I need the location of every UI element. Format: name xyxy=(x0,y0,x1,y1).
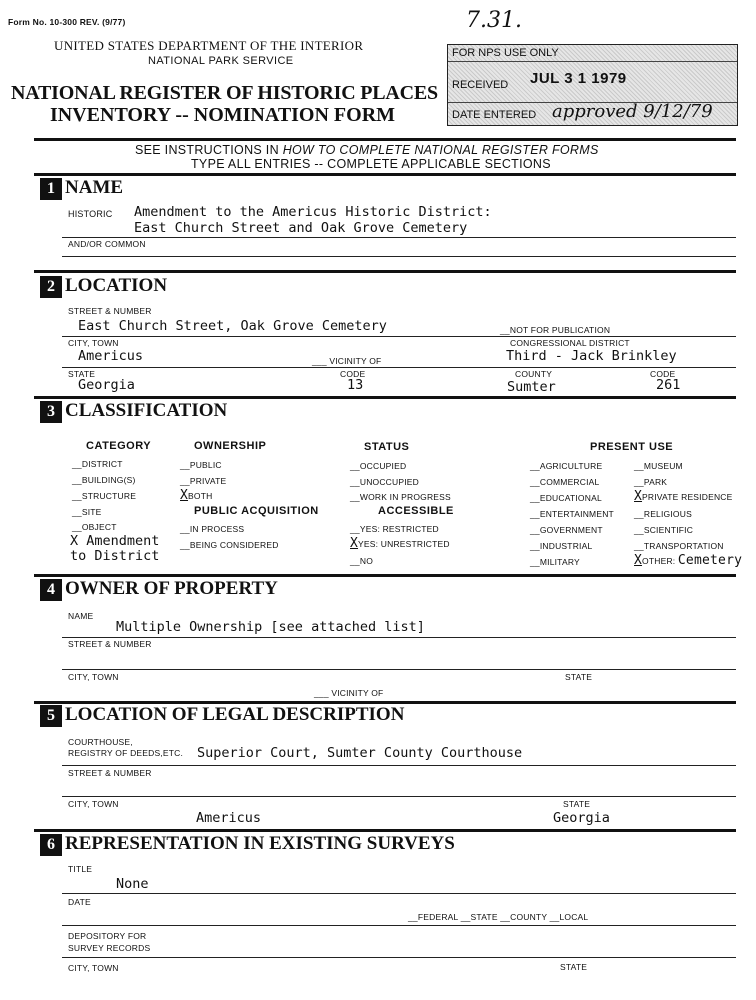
use-private-residence[interactable]: XPRIVATE RESIDENCE xyxy=(634,489,733,504)
received-stamp: JUL 3 1 1979 xyxy=(530,70,627,87)
code-value: 13 xyxy=(347,377,364,393)
legal-city-value: Americus xyxy=(196,810,262,826)
legal-state-label: STATE xyxy=(563,799,591,809)
received-label: RECEIVED xyxy=(452,79,509,91)
courthouse-value: Superior Court, Sumter County Courthouse xyxy=(197,745,523,761)
ownership-public[interactable]: __PUBLIC xyxy=(180,460,222,470)
category-amendment-line2: to District xyxy=(70,548,160,564)
historic-value-line1: Amendment to the Americus Historic District: xyxy=(134,204,492,220)
state-value: Georgia xyxy=(78,377,135,393)
owner-vicinity-of[interactable]: ___ VICINITY OF xyxy=(314,688,384,698)
accessible-yes-unrestricted[interactable]: XYES: UNRESTRICTED xyxy=(350,536,450,551)
use-industrial[interactable]: __INDUSTRIAL xyxy=(530,541,593,551)
section-2-title: LOCATION xyxy=(65,275,168,296)
county-value: Sumter xyxy=(507,379,556,395)
common-label: AND/OR COMMON xyxy=(68,239,146,249)
public-acquisition-header: PUBLIC ACQUISITION xyxy=(194,505,319,517)
use-scientific[interactable]: __SCIENTIFIC xyxy=(634,525,694,535)
section-4-number: 4 xyxy=(40,579,62,601)
nps-use-label: FOR NPS USE ONLY xyxy=(452,47,559,59)
acquisition-being-considered[interactable]: __BEING CONSIDERED xyxy=(180,540,279,550)
owner-name-label: NAME xyxy=(68,611,94,621)
ownership-header: OWNERSHIP xyxy=(194,440,267,452)
section-6-title: REPRESENTATION IN EXISTING SURVEYS xyxy=(65,833,455,854)
section-1-title: NAME xyxy=(65,177,124,198)
status-work-in-progress[interactable]: __WORK IN PROGRESS xyxy=(350,492,451,502)
category-district[interactable]: __DISTRICT xyxy=(72,459,123,469)
section-3-title: CLASSIFICATION xyxy=(65,400,228,421)
congress-value: Third - Jack Brinkley xyxy=(506,348,677,364)
date-entered-value: approved 9/12/79 xyxy=(552,101,713,122)
present-use-header: PRESENT USE xyxy=(590,441,674,453)
section-1-number: 1 xyxy=(40,178,62,200)
section-3-number: 3 xyxy=(40,401,62,423)
street-value: East Church Street, Oak Grove Cemetery xyxy=(78,318,387,334)
service-name: NATIONAL PARK SERVICE xyxy=(148,55,294,67)
form-number: Form No. 10-300 REV. (9/77) xyxy=(8,17,126,27)
use-government[interactable]: __GOVERNMENT xyxy=(530,525,603,535)
date-entered-label: DATE ENTERED xyxy=(452,109,537,121)
status-occupied[interactable]: __OCCUPIED xyxy=(350,461,407,471)
status-unoccupied[interactable]: __UNOCCUPIED xyxy=(350,477,419,487)
department-name: UNITED STATES DEPARTMENT OF THE INTERIOR xyxy=(54,38,364,53)
use-religious[interactable]: __RELIGIOUS xyxy=(634,509,692,519)
ownership-private[interactable]: __PRIVATE xyxy=(180,476,227,486)
street-label: STREET & NUMBER xyxy=(68,306,152,316)
city-value: Americus xyxy=(78,348,144,364)
accessible-no[interactable]: __NO xyxy=(350,556,374,566)
form-title-line1: NATIONAL REGISTER OF HISTORIC PLACES xyxy=(11,82,438,104)
survey-date-label: DATE xyxy=(68,897,91,907)
accessible-yes-restricted[interactable]: __YES: RESTRICTED xyxy=(350,524,439,534)
section-2-number: 2 xyxy=(40,276,62,298)
code2-value: 261 xyxy=(656,377,681,393)
handwritten-number: 7.31. xyxy=(466,8,522,33)
state-label: STATE xyxy=(68,369,96,379)
historic-value-line2: East Church Street and Oak Grove Cemetery xyxy=(134,220,468,236)
nps-use-box xyxy=(447,44,738,126)
section-6-number: 6 xyxy=(40,834,62,856)
use-other[interactable]: XOTHER: Cemetery xyxy=(634,553,743,568)
county-label: COUNTY xyxy=(515,369,553,379)
ownership-both[interactable]: XBOTH xyxy=(180,488,213,503)
code-label: CODE xyxy=(340,369,366,379)
acquisition-in-process[interactable]: __IN PROCESS xyxy=(180,524,245,534)
city-label: CITY, TOWN xyxy=(68,338,119,348)
owner-city-label: CITY, TOWN xyxy=(68,672,119,682)
accessible-header: ACCESSIBLE xyxy=(378,505,454,517)
depository-label-line2: SURVEY RECORDS xyxy=(68,943,151,953)
courthouse-label-line2: REGISTRY OF DEEDS,ETC. xyxy=(68,748,184,758)
survey-city-label: CITY, TOWN xyxy=(68,963,119,973)
congress-label: CONGRESSIONAL DISTRICT xyxy=(510,338,630,348)
survey-level-options[interactable]: __FEDERAL __STATE __COUNTY __LOCAL xyxy=(408,912,589,922)
category-amendment-mark: X Amendment xyxy=(70,533,160,549)
depository-label-line1: DEPOSITORY FOR xyxy=(68,931,147,941)
historic-label: HISTORIC xyxy=(68,209,113,219)
category-site[interactable]: __SITE xyxy=(72,507,102,517)
use-entertainment[interactable]: __ENTERTAINMENT xyxy=(530,509,614,519)
owner-street-label: STREET & NUMBER xyxy=(68,639,152,649)
category-buildings[interactable]: __BUILDING(S) xyxy=(72,475,136,485)
survey-title-value: None xyxy=(116,876,149,892)
status-header: STATUS xyxy=(364,441,410,453)
form-title-line2: INVENTORY -- NOMINATION FORM xyxy=(50,104,396,126)
owner-state-label: STATE xyxy=(565,672,593,682)
survey-state-label: STATE xyxy=(560,962,588,972)
section-4-title: OWNER OF PROPERTY xyxy=(65,578,278,599)
use-military[interactable]: __MILITARY xyxy=(530,557,580,567)
category-object[interactable]: __OBJECT xyxy=(72,522,117,532)
section-5-title: LOCATION OF LEGAL DESCRIPTION xyxy=(65,704,405,725)
survey-title-label: TITLE xyxy=(68,864,93,874)
vicinity-of[interactable]: ___ VICINITY OF xyxy=(312,356,382,366)
legal-city-label: CITY, TOWN xyxy=(68,799,119,809)
not-for-publication[interactable]: __NOT FOR PUBLICATION xyxy=(500,325,611,335)
use-commercial[interactable]: __COMMERCIAL xyxy=(530,477,600,487)
courthouse-label-line1: COURTHOUSE, xyxy=(68,737,133,747)
use-park[interactable]: __PARK xyxy=(634,477,668,487)
category-structure[interactable]: __STRUCTURE xyxy=(72,491,137,501)
section-5-number: 5 xyxy=(40,705,62,727)
category-header: CATEGORY xyxy=(86,440,152,452)
use-museum[interactable]: __MUSEUM xyxy=(634,461,683,471)
legal-street-label: STREET & NUMBER xyxy=(68,768,152,778)
use-agriculture[interactable]: __AGRICULTURE xyxy=(530,461,603,471)
use-transportation[interactable]: __TRANSPORTATION xyxy=(634,541,724,551)
code2-label: CODE xyxy=(650,369,676,379)
owner-name-value: Multiple Ownership [see attached list] xyxy=(116,619,425,635)
instructions-line: SEE INSTRUCTIONS IN HOW TO COMPLETE NATIONAL REGISTER FORMS xyxy=(135,143,599,157)
type-all-line: TYPE ALL ENTRIES -- COMPLETE APPLICABLE SECTIONS xyxy=(191,157,551,171)
legal-state-value: Georgia xyxy=(553,810,610,826)
use-educational[interactable]: __EDUCATIONAL xyxy=(530,493,602,503)
